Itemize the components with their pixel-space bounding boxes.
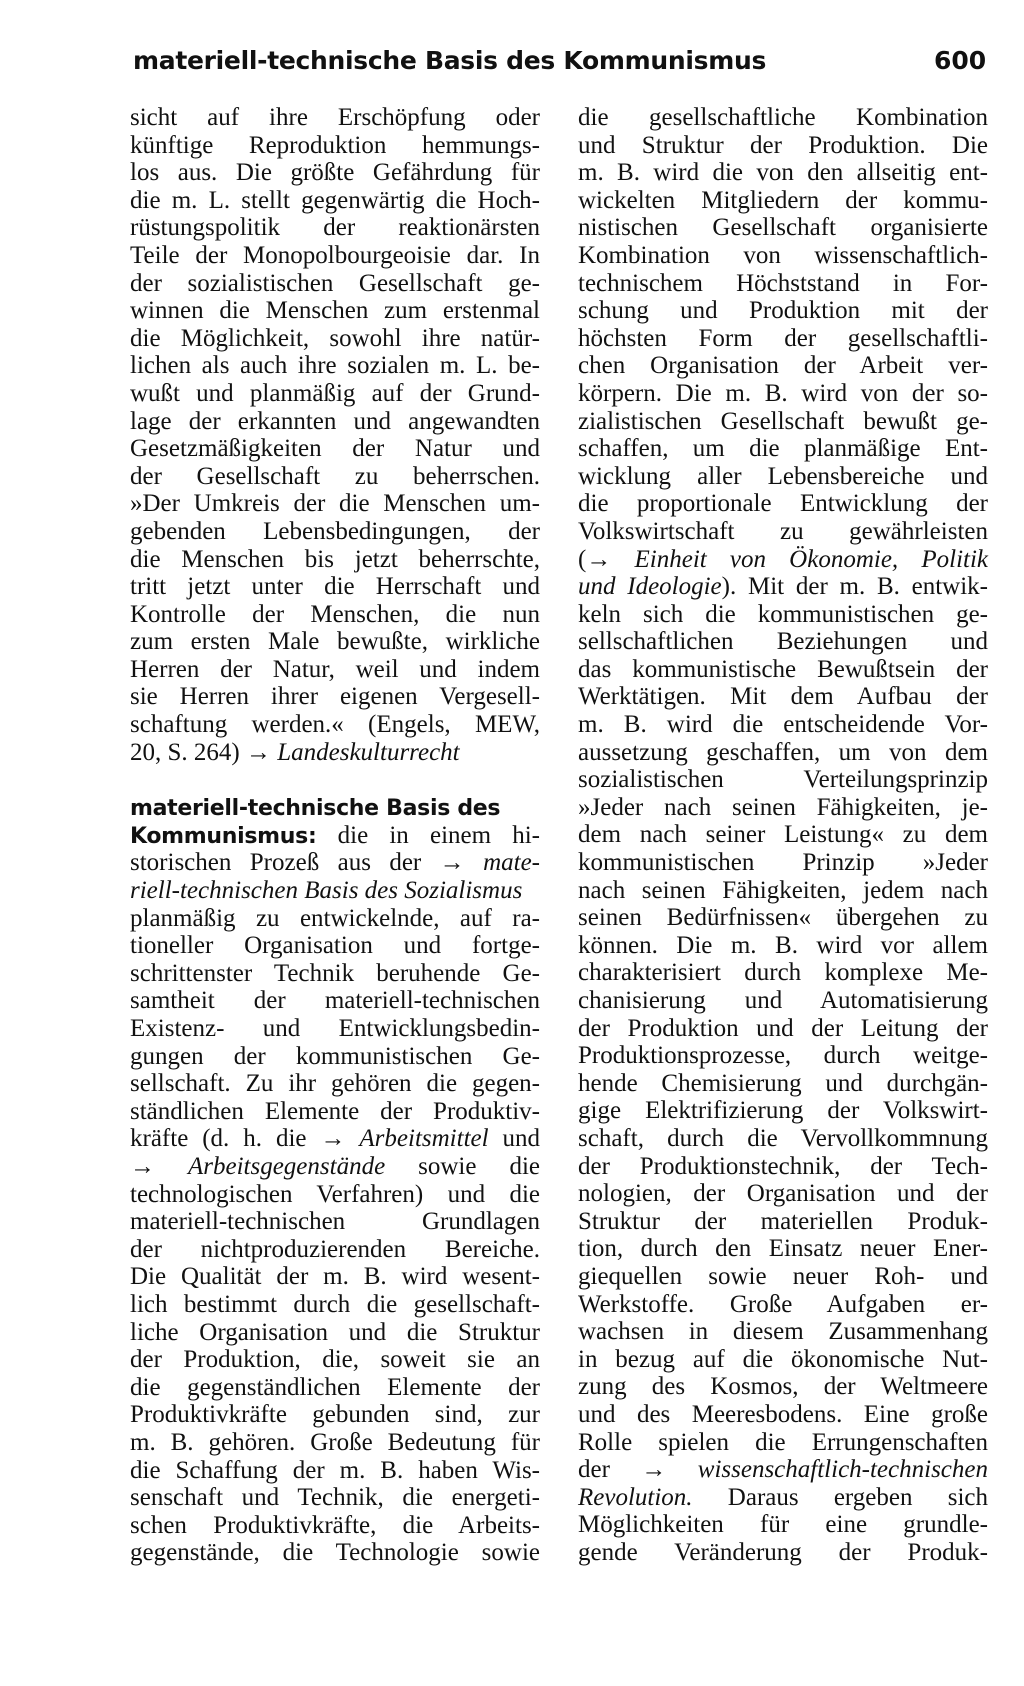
text-line: die Schaffung der m. B. haben Wis- [130,1456,540,1484]
text-line: los aus. Die größte Gefährdung für [130,159,540,187]
text-line: sellschaft. Zu ihr gehören die gegen- [130,1070,540,1098]
text-line: wußt und planmäßig auf der Grund- [130,379,540,407]
text-line: Die Qualität der m. B. wird wesent- [130,1263,540,1291]
dictionary-entry [130,794,540,1567]
text-line: charakterisiert durch komplexe Me- [578,959,988,987]
running-head-title: materiell-technische Basis des Kommunismus [133,46,767,75]
text-line: Struktur der materiellen Produk- [578,1207,988,1235]
text-line: Werkstoffe. Große Aufgaben er- [578,1290,988,1318]
text-line: und Ideologie). Mit der m. B. entwik- [578,573,988,601]
cross-reference-link-continued[interactable]: und Ideologie [578,573,722,601]
text-line: zialistischen Gesellschaft bewußt ge- [578,407,988,435]
cross-reference-link[interactable]: Arbeitsmittel [359,1125,489,1153]
text-line: Werktätigen. Mit dem Aufbau der [578,683,988,711]
text-line: hende Chemisierung und durchgän- [578,1069,988,1097]
text-line: storischen Prozeß aus der → mate- [130,849,540,877]
text-line: aussetzung geschaffen, um von dem [578,738,988,766]
text-line: lich bestimmt durch die gesellschaft- [130,1290,540,1318]
text-line: giequellen sowie neuer Roh- und [578,1262,988,1290]
text-line: tion, durch den Einsatz neuer Ener- [578,1235,988,1263]
text-line: keln sich die kommunistischen ge- [578,600,988,628]
text-line: dem nach seiner Leistung« zu dem [578,821,988,849]
text-line: nistischen Gesellschaft organisierte [578,214,988,242]
text-line: samtheit der materiell-technischen [130,987,540,1015]
cross-reference-link[interactable]: wissenschaftlich-technischen [697,1456,988,1484]
text-line: die Möglichkeit, sowohl ihre natür- [130,324,540,352]
text-line: die Menschen bis jetzt beherrschte, [130,545,540,573]
text-line: die gegenständlichen Elemente der [130,1373,540,1401]
text-line: Existenz- und Entwicklungsbedin- [130,1015,540,1042]
text-line: senschaft und Technik, die energeti- [130,1484,540,1512]
text-line: chen Organisation der Arbeit ver- [578,352,988,380]
text-line: → Arbeitsgegenstände sowie die [130,1152,540,1180]
text-line: Kontrolle der Menschen, die nun [130,600,540,628]
text-line: Kombination von wissenschaftlich- [578,241,988,269]
text-line: der Produktion und der Leitung der [578,1014,988,1042]
text-line: Gesetzmäßigkeiten der Natur und [130,435,540,463]
cross-reference-link-continued[interactable]: riell-technischen Basis des Sozialismus [130,877,523,905]
text-line: kommunistischen Prinzip »Jeder [578,849,988,877]
text-line: der sozialistischen Gesellschaft ge- [130,269,540,297]
text-line: zum ersten Male bewußte, wirkliche [130,628,540,656]
text-line: können. Die m. B. wird vor allem [578,931,988,959]
entry-headword: materiell-technische Basis des [130,796,501,822]
text-line: Revolution. Daraus ergeben sich [578,1483,988,1511]
text-line: körpern. Die m. B. wird von der so- [578,379,988,407]
text-line: Herren der Natur, weil und indem [130,655,540,683]
cross-reference-link[interactable]: Arbeitsgegenstände [187,1152,386,1180]
text-line: sellschaftlichen Beziehungen und [578,628,988,656]
text-line: rüstungspolitik der reaktionärsten [130,214,540,242]
text-line: seinen Bedürfnissen« übergehen zu [578,904,988,932]
text-line: technologischen Verfahren) und die [130,1180,540,1208]
text-line: künftige Reproduktion hemmungs- [130,131,540,159]
text-line: gige Elektrifizierung der Volkswirt- [578,1097,988,1125]
text-line: gebenden Lebensbedingungen, der [130,517,540,545]
text-line: der Gesellschaft zu beherrschen. [130,462,540,490]
text-line: schung und Produktion mit der [578,297,988,325]
text-line: winnen die Menschen zum erstenmal [130,297,540,325]
page-number: 600 [934,46,987,75]
text-line: der nichtproduzierenden Bereiche. [130,1235,540,1263]
text-line: »Jeder nach seinen Fähigkeiten, je- [578,793,988,821]
text-line: lichen als auch ihre sozialen m. L. be- [130,352,540,380]
text-line: m. B. wird die entscheidende Vor- [578,711,988,739]
text-line: m. B. gehören. Große Bedeutung für [130,1428,540,1456]
text-line: planmäßig zu entwickelnde, auf ra- [130,904,540,932]
text-line: nologien, der Organisation und der [578,1180,988,1208]
text-line: Möglichkeiten für eine grundle- [578,1511,988,1539]
text-line: wickelten Mitgliedern der kommu- [578,186,988,214]
text-line: 20, S. 264) → Landeskulturrecht [130,738,460,766]
text-line: »Der Umkreis der die Menschen um- [130,490,540,518]
entry-headword-continued: Kommunismus: [130,823,317,849]
cross-reference-link[interactable]: Landeskulturrecht [277,738,460,766]
text-line: sozialistischen Verteilungsprinzip [578,766,988,794]
text-line: Volkswirtschaft zu gewährleisten [578,517,988,545]
text-line: Kommunismus: die in einem hi- [130,821,540,849]
text-line: technischem Höchststand in For- [578,269,988,297]
text-line [130,794,540,822]
text-line: zung des Kosmos, der Weltmeere [578,1373,988,1401]
text-line: und des Meeresbodens. Eine große [578,1400,988,1428]
text-line: nach seinen Fähigkeiten, jedem nach [578,876,988,904]
text-line: schaft, durch die Vervollkommnung [578,1124,988,1152]
text-line: lage der erkannten und angewandten [130,407,540,435]
text-line: schrittenster Technik beruhende Ge- [130,959,540,987]
text-line: gende Veränderung der Produk- [578,1538,988,1566]
text-line: der Produktionstechnik, der Tech- [578,1152,988,1180]
text-line: liche Organisation und die Struktur [130,1318,540,1346]
text-line: Produktionsprozesse, durch weitge- [578,1042,988,1070]
text-line: gegenstände, die Technologie sowie [130,1539,540,1567]
text-line: chanisierung und Automatisierung [578,987,988,1014]
text-line: in bezug auf die ökonomische Nut- [578,1345,988,1373]
text-line: m. B. wird die von den allseitig ent- [578,159,988,187]
text-line: Produktivkräfte gebunden sind, zur [130,1401,540,1429]
right-column [578,104,988,1566]
text-line [130,877,540,905]
text-line: und Struktur der Produktion. Die [578,131,988,159]
cross-reference-link-continued[interactable]: Revolution. [578,1483,693,1511]
text-line: tritt jetzt unter die Herrschaft und [130,573,540,601]
text-line: das kommunistische Bewußtsein der [578,655,988,683]
text-line: der Produktion, die, soweit sie an [130,1346,540,1374]
text-line: (→ Einheit von Ökonomie, Politik [578,545,989,573]
text-line: schen Produktivkräfte, die Arbeits- [130,1511,540,1539]
text-line: die m. L. stellt gegenwärtig die Hoch- [130,186,540,214]
text-line: materiell-technischen Grundlagen [130,1208,540,1236]
text-line: die proportionale Entwicklung der [578,490,988,518]
text-line: ständlichen Elemente der Produktiv- [130,1097,540,1125]
text-line: schaffen, um die planmäßige Ent- [578,435,988,463]
text-line: der → wissenschaftlich-technischen [578,1456,988,1484]
text-line: wachsen in diesem Zusammenhang [578,1318,988,1346]
text-line: tioneller Organisation und fortge- [130,932,540,960]
cross-reference-link[interactable]: Einheit von Ökonomie, Politik [634,545,989,573]
text-line: sicht auf ihre Erschöpfung oder [130,104,540,131]
text-line: kräfte (d. h. die → Arbeitsmittel und [130,1125,541,1153]
text-line: Teile der Monopolbourgeoisie dar. In [130,241,540,269]
left-column [130,104,540,1567]
text-line: wicklung aller Lebensbereiche und [578,462,988,490]
text-line: Rolle spielen die Errungenschaften [578,1428,988,1456]
paragraph-continuation [130,104,540,739]
text-line: höchsten Form der gesellschaftli- [578,324,988,352]
text-line: gungen der kommunistischen Ge- [130,1042,540,1070]
text-line: sie Herren ihrer eigenen Vergesell- [130,683,540,711]
cross-reference-link[interactable]: mate- [483,849,540,877]
text-line: die gesellschaftliche Kombination [578,104,988,131]
text-line: schaftung werden.« (Engels, MEW, [130,711,540,739]
